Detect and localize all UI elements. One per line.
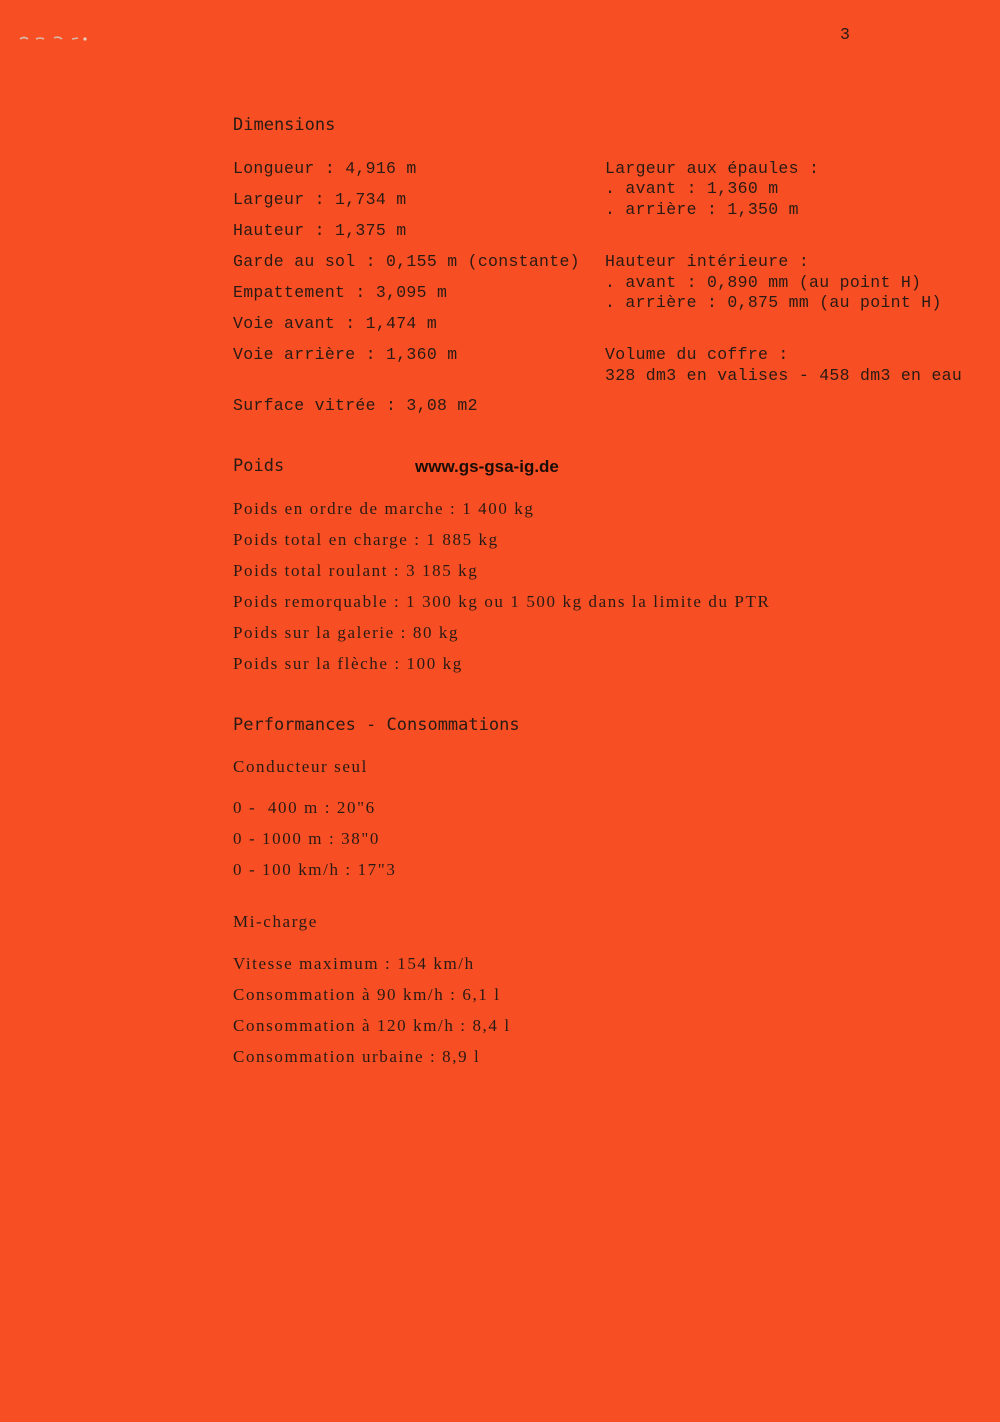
page-number: 3 <box>840 25 851 44</box>
interior-height-rear: . arrière : 0,875 mm (au point H) <box>605 293 942 312</box>
dimension-ground-clearance: Garde au sol : 0,155 m (constante) <box>233 252 580 271</box>
section-heading-weights: Poids <box>233 456 285 476</box>
dimension-front-track: Voie avant : 1,474 m <box>233 314 438 333</box>
dimension-rear-track: Voie arrière : 1,360 m <box>233 345 458 364</box>
shoulder-width-front: . avant : 1,360 m <box>605 179 779 198</box>
driver-only-title: Conducteur seul <box>233 757 368 776</box>
dimension-wheelbase: Empattement : 3,095 m <box>233 283 448 302</box>
dimension-height: Hauteur : 1,375 m <box>233 221 407 240</box>
dimension-glass-surface: Surface vitrée : 3,08 m2 <box>233 396 478 415</box>
weight-item: Poids remorquable : 1 300 kg ou 1 500 kg dans la limite du PTR <box>233 592 771 611</box>
interior-height-front: . avant : 0,890 mm (au point H) <box>605 273 922 292</box>
consumption-item: Consommation à 120 km/h : 8,4 l <box>233 1016 511 1035</box>
weight-item: Poids sur la galerie : 80 kg <box>233 623 460 642</box>
weight-item: Poids total en charge : 1 885 kg <box>233 530 499 549</box>
acceleration-item: 0 - 100 km/h : 17"3 <box>233 860 397 879</box>
weight-item: Poids total roulant : 3 185 kg <box>233 561 479 580</box>
interior-height-title: Hauteur intérieure : <box>605 252 810 271</box>
section-heading-performance: Performances - Consommations <box>233 715 520 735</box>
consumption-item: Consommation à 90 km/h : 6,1 l <box>233 985 501 1004</box>
section-heading-dimensions: Dimensions <box>233 115 336 135</box>
punch-marks-decoration <box>18 34 90 42</box>
consumption-item: Vitesse maximum : 154 km/h <box>233 954 475 973</box>
shoulder-width-rear: . arrière : 1,350 m <box>605 200 799 219</box>
trunk-volume-value: 328 dm3 en valises - 458 dm3 en eau <box>605 366 963 385</box>
shoulder-width-title: Largeur aux épaules : <box>605 159 820 178</box>
weight-item: Poids en ordre de marche : 1 400 kg <box>233 499 535 518</box>
dimension-width: Largeur : 1,734 m <box>233 190 407 209</box>
consumption-item: Consommation urbaine : 8,9 l <box>233 1047 481 1066</box>
half-load-title: Mi-charge <box>233 912 318 931</box>
acceleration-item: 0 - 400 m : 20"6 <box>233 798 376 817</box>
watermark-url: www.gs-gsa-ig.de <box>415 457 559 476</box>
trunk-volume-title: Volume du coffre : <box>605 345 789 364</box>
weight-item: Poids sur la flèche : 100 kg <box>233 654 463 673</box>
dimension-length: Longueur : 4,916 m <box>233 159 417 178</box>
acceleration-item: 0 - 1000 m : 38"0 <box>233 829 380 848</box>
